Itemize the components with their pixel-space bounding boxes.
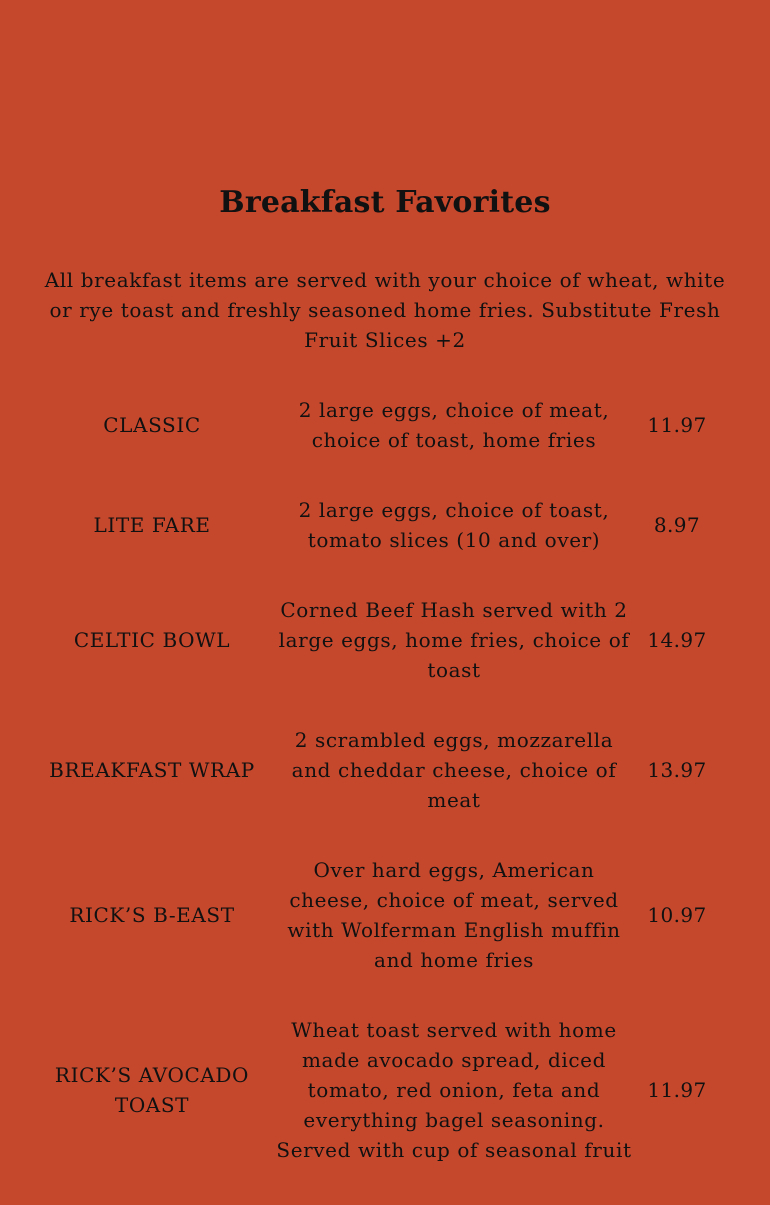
menu-item-name: LITE FARE [93, 513, 211, 537]
menu-item-description: 2 scrambled eggs, mozzarella and cheddar cheese, choice of meat [291, 728, 617, 812]
menu-item-price: 13.97 [647, 758, 707, 782]
menu-item-name: CELTIC BOWL [73, 628, 231, 652]
menu-item [42, 855, 742, 975]
menu-item-price: 8.97 [653, 513, 701, 537]
menu-item-price: 10.97 [647, 903, 707, 927]
menu-item [42, 495, 742, 555]
menu-intro: All breakfast items are served with your choice of wheat, white or rye toast and freshly seasoned home fries. Substitute Fresh Fruit Slices +2 [44, 268, 726, 352]
menu-item-name: CLASSIC [103, 413, 201, 437]
menu-item-name: RICK’S AVOCADO TOAST [54, 1063, 250, 1117]
menu-item-name: RICK’S B-EAST [69, 903, 235, 927]
menu-item-name: BREAKFAST WRAP [49, 758, 255, 782]
menu-item-price: 11.97 [647, 1078, 707, 1102]
menu-list [42, 395, 742, 1205]
menu-item-description: 2 large eggs, choice of toast, tomato slices (10 and over) [298, 498, 610, 552]
menu-item [42, 1015, 742, 1165]
menu-item [42, 725, 742, 815]
menu-item-description: Wheat toast served with home made avocado spread, diced tomato, red onion, feta and everything bagel seasoning. Served with cup of seasonal fruit [276, 1018, 632, 1162]
menu-item [42, 395, 742, 455]
page-title: Breakfast Favorites [219, 185, 551, 220]
menu-item-description: Corned Beef Hash served with 2 large eggs, home fries, choice of toast [278, 598, 630, 682]
menu-item-description: Over hard eggs, American cheese, choice of meat, served with Wolferman English muffin and home fries [287, 858, 621, 972]
menu-item-price: 11.97 [647, 413, 707, 437]
menu-item [42, 595, 742, 685]
menu-item-description: 2 large eggs, choice of meat, choice of toast, home fries [298, 398, 610, 452]
menu-item-price: 14.97 [647, 628, 707, 652]
